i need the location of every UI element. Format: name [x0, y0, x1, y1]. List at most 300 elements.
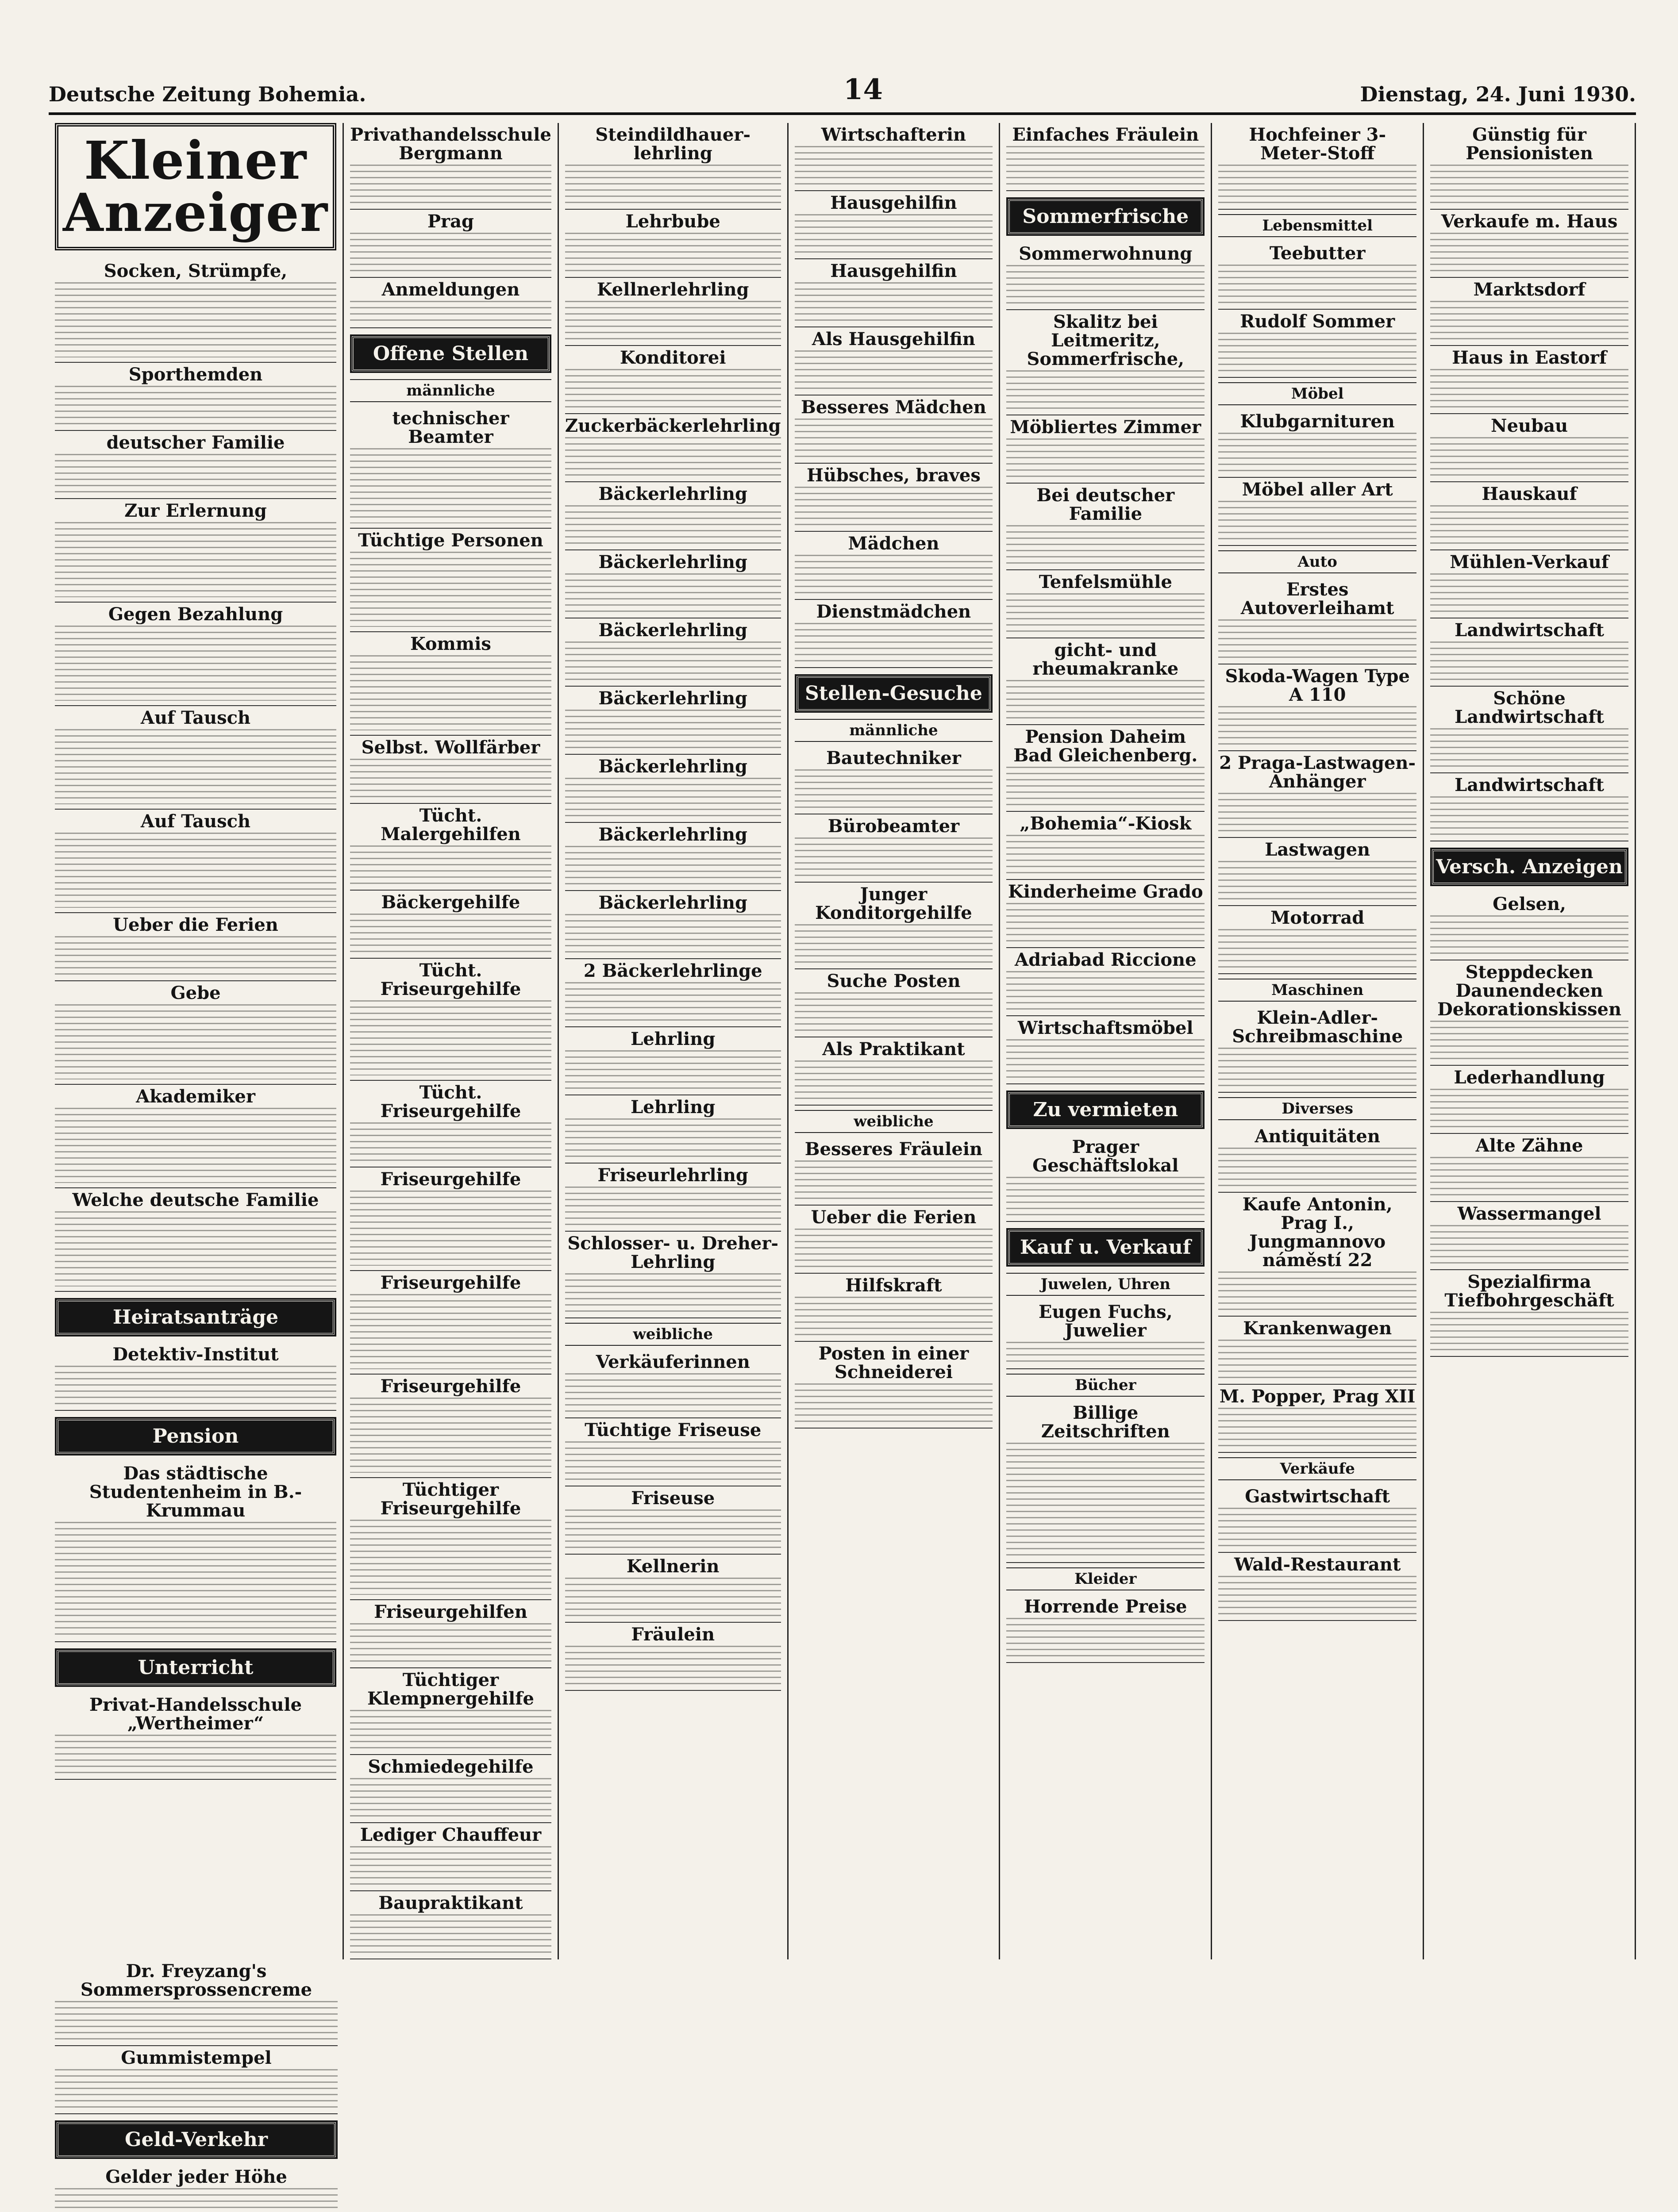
ad-body-text [565, 1273, 781, 1313]
ad-heading: Gelder jeder Höhe [105, 2166, 287, 2187]
ad-heading: Horrende Preise [1024, 1596, 1187, 1617]
ad-column [789, 123, 1001, 1959]
ad-heading: Tücht. Malergehilfen [381, 805, 521, 845]
ad-heading: Als Hausgehilfin [812, 329, 975, 349]
ad-heading: Hilfskraft [845, 1275, 942, 1296]
classified-ad [55, 431, 336, 499]
classified-ad [1006, 1595, 1205, 1663]
ad-heading: Eugen Fuchs, Juwelier [1038, 1302, 1173, 1341]
ad-body-text [565, 165, 781, 204]
classified-ad [1430, 210, 1628, 278]
classified-ad [565, 1350, 781, 1418]
classified-ad [1218, 123, 1416, 210]
ad-heading: Hübsches, braves [807, 465, 981, 486]
ad-heading: Möbel aller Art [1242, 479, 1393, 500]
classified-ad [565, 482, 781, 550]
subcategory-header: männliche [350, 379, 551, 402]
classified-ad [1430, 687, 1628, 773]
ad-body-text [795, 1229, 993, 1268]
ad-heading: Detektiv-Institut [112, 1344, 279, 1365]
ad-heading: Wassermangel [1457, 1203, 1601, 1224]
classified-ad [1218, 1125, 1416, 1193]
ad-body-text [55, 282, 336, 357]
classified-ad [1006, 310, 1205, 415]
classified-ad [795, 396, 993, 464]
classified-ad [795, 1037, 993, 1106]
category-header: Heiratsanträge [57, 1300, 335, 1335]
ad-heading: Wirtschafterin [821, 124, 966, 145]
classified-ad [350, 407, 551, 529]
classified-ad [795, 191, 993, 259]
classified-ad [565, 687, 781, 755]
classified-ad [55, 981, 336, 1085]
ad-heading: Hausgehilfin [830, 192, 957, 213]
ad-body-text [350, 845, 551, 885]
ad-heading: Kommis [410, 634, 491, 654]
category-header: Kauf u. Verkauf [1008, 1230, 1203, 1265]
ad-body-text [55, 386, 336, 426]
ad-heading: Kellnerlehrling [597, 279, 749, 300]
ad-heading: Besseres Mädchen [801, 397, 986, 418]
ad-body-text [1218, 165, 1416, 204]
ad-heading: Das städtische Studentenheim in B.-Krummau [89, 1463, 302, 1521]
classified-ad [1430, 892, 1628, 960]
ad-heading: Hochfeiner 3-Meter-Stoff [1249, 124, 1386, 164]
ad-body-text [1006, 525, 1205, 565]
subcategory-header: Kleider [1006, 1567, 1205, 1590]
ad-body-text [55, 2069, 338, 2109]
ad-body-text [350, 301, 551, 323]
ad-body-text [795, 1160, 993, 1200]
ad-body-text [795, 992, 993, 1032]
classified-ad [1006, 948, 1205, 1016]
classified-ad [1218, 1317, 1416, 1385]
classified-ad [55, 1188, 336, 1292]
ad-heading: Fräulein [631, 1624, 715, 1645]
ad-body-text [1006, 438, 1205, 478]
classified-ad [795, 746, 993, 814]
ad-body-text [1430, 1157, 1628, 1197]
ad-heading: Bäckerlehrling [598, 620, 747, 641]
classified-ad [565, 1418, 781, 1486]
ad-heading: Motorrad [1270, 907, 1365, 928]
classified-ad [55, 1959, 338, 2046]
ad-columns [49, 123, 1636, 2212]
classified-ad [795, 259, 993, 327]
classified-ad [795, 1342, 993, 1429]
ad-body-text [350, 914, 551, 953]
ad-body-text [350, 1778, 551, 1818]
classified-ad [55, 2046, 338, 2114]
ad-body-text [1006, 767, 1205, 806]
classified-ad [565, 1623, 781, 1691]
ad-body-text [565, 301, 781, 341]
ad-body-text [1006, 593, 1205, 633]
ad-body-text [1218, 265, 1416, 304]
issue-date: Dienstag, 24. Juni 1930. [1360, 82, 1636, 106]
category-header: Offene Stellen [352, 336, 550, 371]
subcategory-header: Möbel [1218, 382, 1416, 405]
classified-ad [350, 1891, 551, 1959]
ad-heading: Bürobeamter [827, 816, 960, 837]
ad-heading: Friseurlehrling [597, 1165, 748, 1186]
ad-heading: Tüchtige Personen [358, 530, 543, 551]
category-header: Stellen-Gesuche [797, 676, 991, 711]
classified-ad [1006, 1135, 1205, 1222]
ad-body-text [795, 1383, 993, 1423]
ad-body-text [1430, 573, 1628, 613]
ad-heading: Friseurgehilfen [374, 1601, 527, 1622]
ad-heading: Prager Geschäftslokal [1032, 1137, 1179, 1176]
ad-body-text [565, 914, 781, 954]
ad-heading: deutscher Familie [106, 432, 285, 453]
classified-ad [1430, 960, 1628, 1066]
ad-body-text [565, 982, 781, 1022]
ad-body-text [55, 833, 336, 908]
ad-body-text [55, 1108, 336, 1183]
ad-body-text [1218, 1340, 1416, 1379]
ad-body-text [1430, 437, 1628, 477]
ad-body-text [795, 1297, 993, 1336]
ad-heading: Mühlen-Verkauf [1450, 552, 1609, 572]
ad-heading: Lehrbube [625, 211, 720, 232]
category-header: Pension [57, 1419, 335, 1454]
classified-ad [1006, 242, 1205, 310]
ad-heading: Antiquitäten [1255, 1126, 1380, 1147]
subcategory-header: Auto [1218, 550, 1416, 573]
classified-ad [795, 532, 993, 600]
ad-heading: Lederhandlung [1454, 1067, 1605, 1088]
classified-ad [565, 1232, 781, 1318]
classified-ad [55, 363, 336, 431]
ad-column [49, 1959, 344, 2212]
ad-body-text [350, 1914, 551, 1954]
section-title: Kleiner Anzeiger [55, 123, 336, 250]
classified-ad [795, 969, 993, 1037]
ad-heading: Bäckerlehrling [598, 892, 747, 913]
classified-ad [1430, 1066, 1628, 1134]
classified-ad [1218, 1193, 1416, 1317]
ad-heading: Spezialfirma Tiefbohrgeschäft [1444, 1271, 1614, 1311]
ad-body-text [1218, 1576, 1416, 1616]
classified-ad [1218, 478, 1416, 546]
ad-heading: Mädchen [848, 533, 939, 554]
ad-heading: Tücht. Friseurgehilfe [380, 1082, 521, 1121]
ad-heading: Lehrling [631, 1097, 716, 1118]
classified-ad [350, 1600, 551, 1668]
classified-ad [350, 1081, 551, 1167]
ad-heading: Friseurgehilfe [380, 1376, 521, 1397]
ad-body-text [795, 555, 993, 595]
ad-body-text [55, 936, 336, 976]
ad-body-text [350, 1623, 551, 1663]
classified-ad [350, 1668, 551, 1755]
ad-heading: Landwirtschaft [1455, 620, 1604, 641]
classified-ad [1430, 123, 1628, 210]
ad-body-text [1218, 861, 1416, 901]
ad-body-text [1006, 265, 1205, 305]
ad-heading: Selbst. Wollfärber [361, 737, 540, 758]
ad-body-text [55, 1004, 336, 1079]
ad-heading: Marktsdorf [1473, 279, 1586, 300]
classified-ad [350, 632, 551, 736]
classified-ad [565, 346, 781, 414]
ad-body-text [1006, 1443, 1205, 1558]
ad-heading: Tenfelsmühle [1039, 572, 1172, 592]
subcategory-header: Diverses [1218, 1097, 1416, 1120]
classified-ad [55, 913, 336, 981]
ad-body-text [1218, 793, 1416, 833]
ad-heading: Bäckerlehrling [598, 756, 747, 777]
subcategory-header: männliche [795, 719, 993, 742]
ad-heading: Dr. Freyzang's Sommersprossencreme [80, 1961, 312, 2000]
ad-heading: Auf Tausch [140, 811, 251, 832]
subcategory-header: Verkäufe [1218, 1457, 1416, 1480]
ad-body-text [1218, 929, 1416, 969]
classified-ad [1006, 415, 1205, 484]
classified-ad [350, 959, 551, 1081]
ad-heading: Sommerwohnung [1019, 243, 1193, 264]
ad-heading: Pension Daheim Bad Gleichenberg. [1013, 726, 1198, 766]
ad-heading: Kinderheime Grado [1008, 881, 1203, 902]
ad-heading: Gastwirtschaft [1245, 1486, 1390, 1507]
ad-body-text [1430, 1021, 1628, 1060]
classified-ad [1006, 123, 1205, 191]
ad-body-text [55, 1366, 336, 1406]
ad-body-text [1430, 1225, 1628, 1265]
classified-ad [565, 755, 781, 823]
ad-column [1000, 123, 1212, 1959]
ad-body-text [795, 282, 993, 322]
classified-ad [55, 810, 336, 913]
ad-body-text [1430, 1312, 1628, 1352]
classified-ad [55, 1693, 336, 1780]
ad-body-text [1006, 1039, 1205, 1079]
classified-ad [565, 278, 781, 346]
ad-heading: Privathandelsschule Bergmann [350, 124, 551, 164]
classified-ad [1218, 1385, 1416, 1453]
ad-heading: Kaufe Antonin, Prag I., Jungmannovo náměstí 22 [1242, 1194, 1393, 1271]
classified-ad [350, 1823, 551, 1891]
ad-heading: Junger Konditorgehilfe [815, 884, 972, 923]
ad-heading: Bei deutscher Familie [1036, 485, 1175, 524]
ad-heading: Gelsen, [1493, 894, 1566, 914]
ad-heading: Verkäuferinnen [596, 1352, 750, 1372]
classified-ad [1218, 906, 1416, 974]
ad-body-text [350, 1122, 551, 1162]
ad-heading: Verkaufe m. Haus [1441, 211, 1618, 232]
ad-body-text [1218, 1271, 1416, 1311]
ad-body-text [795, 146, 993, 186]
ad-body-text [1006, 1342, 1205, 1364]
classified-ad [565, 210, 781, 278]
classified-ad [1218, 310, 1416, 378]
ad-body-text [55, 1211, 336, 1286]
ad-body-text [1430, 233, 1628, 273]
classified-ad [1006, 1016, 1205, 1084]
ad-heading: Dienstmädchen [816, 601, 971, 622]
ad-body-text [1218, 1048, 1416, 1087]
ad-body-text [55, 729, 336, 804]
ad-body-text [55, 2001, 338, 2041]
classified-ad [565, 1486, 781, 1555]
ad-body-text [565, 1441, 781, 1481]
ad-heading: Klubgarnituren [1240, 411, 1395, 432]
classified-ad [1218, 578, 1416, 664]
classified-ad [350, 804, 551, 891]
ad-heading: Bäckerlehrling [598, 824, 747, 845]
ad-heading: Adriabad Riccione [1015, 949, 1197, 970]
ad-heading: technischer Beamter [392, 408, 509, 447]
ad-heading: Günstig für Pensionisten [1466, 124, 1593, 164]
ad-heading: Tücht. Friseurgehilfe [380, 960, 521, 999]
ad-heading: Gebe [170, 983, 221, 1003]
classified-ad [1430, 1202, 1628, 1270]
ad-heading: Akademiker [136, 1086, 255, 1107]
classified-ad [55, 603, 336, 706]
classified-ad [795, 814, 993, 883]
ad-heading: 2 Bäckerlehrlinge [583, 960, 762, 981]
ad-heading: Bäckerlehrling [598, 688, 747, 709]
category-header: Versch. Anzeigen [1432, 849, 1627, 884]
classified-ad [1430, 550, 1628, 618]
classified-ad [565, 1164, 781, 1232]
subcategory-header: Juwelen, Uhren [1006, 1273, 1205, 1296]
classified-ad [1006, 1401, 1205, 1563]
ad-body-text [350, 1846, 551, 1886]
ad-body-text [1218, 1508, 1416, 1548]
classified-ad [350, 278, 551, 328]
ad-heading: Hauskauf [1482, 484, 1577, 504]
ad-heading: Suche Posten [827, 971, 961, 991]
subcategory-header: Lebensmittel [1218, 214, 1416, 237]
classified-ad [350, 529, 551, 632]
classified-ad [1430, 278, 1628, 346]
ad-heading: Teebutter [1269, 243, 1366, 264]
ad-body-text [1006, 971, 1205, 1011]
classified-ad [350, 1375, 551, 1478]
ad-heading: Privat-Handelsschule „Wertheimer“ [89, 1694, 302, 1734]
ad-heading: Schöne Landwirtschaft [1455, 688, 1604, 727]
ad-body-text [350, 1710, 551, 1750]
page-masthead [49, 66, 1636, 115]
classified-ad [565, 1095, 781, 1164]
ad-body-text [1218, 1408, 1416, 1448]
classified-ad [1218, 1553, 1416, 1621]
ad-body-text [1218, 1148, 1416, 1187]
ad-body-text [565, 1646, 781, 1686]
ad-body-text [1218, 433, 1416, 472]
classified-ad [1430, 482, 1628, 550]
classified-ad [1430, 773, 1628, 841]
ad-body-text [1430, 641, 1628, 681]
ad-heading: Sporthemden [128, 364, 263, 385]
ad-body-text [1006, 146, 1205, 186]
classified-ad [350, 1755, 551, 1823]
subcategory-header: weibliche [795, 1110, 993, 1133]
ad-body-text [565, 369, 781, 409]
ad-body-text [565, 505, 781, 545]
classified-ad [565, 618, 781, 687]
ad-heading: Posten in einer Schneiderei [818, 1343, 969, 1382]
classified-ad [795, 327, 993, 396]
classified-ad [55, 1085, 336, 1188]
classified-ad [565, 891, 781, 959]
classified-ad [55, 1462, 336, 1642]
ad-body-text [1218, 706, 1416, 746]
ad-body-text [1006, 835, 1205, 875]
classified-ad [350, 1167, 551, 1271]
ad-heading: Friseurgehilfe [380, 1169, 521, 1190]
ad-body-text [1430, 796, 1628, 836]
ad-heading: Gummistempel [121, 2047, 272, 2068]
ad-body-text [55, 454, 336, 494]
ad-heading: Ueber die Ferien [811, 1207, 977, 1228]
classified-ad [795, 1206, 993, 1274]
ad-body-text [565, 573, 781, 613]
ad-heading: Baupraktikant [378, 1893, 523, 1913]
ad-column [1212, 123, 1424, 1959]
ad-heading: Tüchtiger Friseurgehilfe [380, 1479, 521, 1519]
ad-body-text [1430, 369, 1628, 409]
ad-body-text [350, 655, 551, 730]
ad-body-text [350, 552, 551, 627]
ad-heading: Möbliertes Zimmer [1010, 417, 1201, 438]
ad-body-text [55, 1522, 336, 1637]
ad-heading: Lediger Chauffeur [360, 1824, 542, 1845]
subcategory-header: weibliche [565, 1323, 781, 1346]
ad-heading: 2 Praga-Lastwagen-Anhänger [1219, 753, 1416, 792]
ad-body-text [565, 233, 781, 273]
subcategory-header: Bücher [1006, 1374, 1205, 1397]
ad-heading: Wald-Restaurant [1234, 1554, 1401, 1575]
ad-body-text [565, 437, 781, 477]
ad-heading: Steppdecken Daunendecken Dekorationskissen [1437, 962, 1622, 1020]
classified-ad [55, 706, 336, 810]
classified-ad [55, 1343, 336, 1411]
ad-heading: Lastwagen [1265, 839, 1370, 860]
ad-body-text [350, 448, 551, 523]
ad-heading: Zur Erlernung [124, 500, 267, 521]
ad-column [1424, 123, 1636, 1959]
classified-ad [795, 1137, 993, 1206]
ad-body-text [350, 165, 551, 204]
category-header: Zu vermieten [1008, 1092, 1203, 1127]
category-header: Geld-Verkehr [57, 2122, 336, 2157]
ad-heading: Neubau [1491, 415, 1568, 436]
ad-body-text [1006, 1177, 1205, 1217]
ad-body-text [565, 1187, 781, 1226]
classified-ad [565, 1027, 781, 1095]
classified-ad [795, 123, 993, 191]
classified-ad [350, 210, 551, 278]
ad-heading: Erstes Autoverleihamt [1240, 579, 1394, 618]
ad-heading: Bäckergehilfe [381, 892, 520, 913]
ad-heading: Klein-Adler-Schreibmaschine [1232, 1007, 1403, 1047]
classified-ad [350, 1271, 551, 1375]
classified-ad [565, 823, 781, 891]
classified-ad [1218, 664, 1416, 751]
ad-heading: Einfaches Fräulein [1012, 124, 1199, 145]
ad-body-text [1430, 1089, 1628, 1129]
ad-column [49, 123, 344, 1959]
ad-body-text [1430, 165, 1628, 204]
ad-body-text [795, 837, 993, 877]
ad-heading: Prag [427, 211, 474, 232]
classified-ad [350, 123, 551, 210]
classified-ad [1218, 751, 1416, 838]
ad-body-text [795, 487, 993, 526]
